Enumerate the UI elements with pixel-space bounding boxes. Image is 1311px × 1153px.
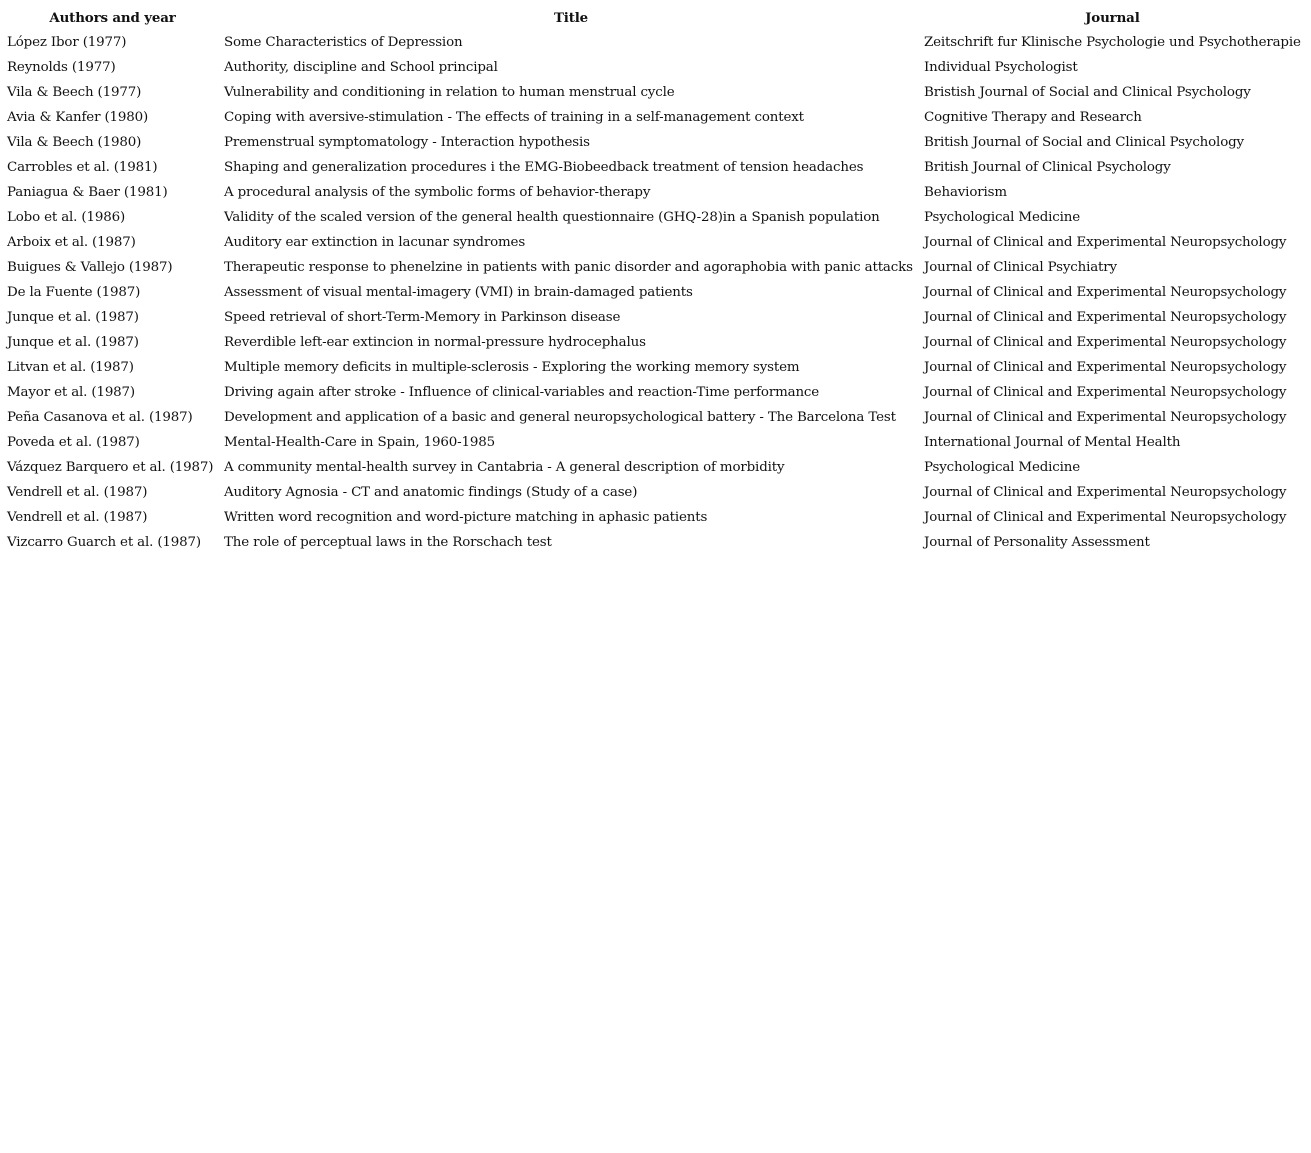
header-title: Title (553, 9, 589, 26)
cell-journal: Journal of Clinical and Experimental Neuropsychology (924, 310, 1287, 325)
table-row (4, 355, 1304, 380)
table-row (4, 505, 1304, 530)
cell-journal: British Journal of Social and Clinical Psychology (924, 135, 1244, 150)
cell-journal: Psychological Medicine (924, 210, 1081, 225)
cell-title: Mental-Health-Care in Spain, 1960-1985 (224, 435, 495, 450)
cell-title: Driving again after stroke - Influence of clinical-variables and reaction-Time performance (224, 385, 820, 400)
table-row (4, 230, 1304, 255)
table-row (4, 430, 1304, 455)
cell-title: Reverdible left-ear extincion in normal-pressure hydrocephalus (224, 335, 646, 350)
cell-authors-year: Arboix et al. (1987) (7, 235, 136, 250)
cell-journal: Psychological Medicine (924, 460, 1081, 475)
table-row (4, 130, 1304, 155)
cell-journal: Cognitive Therapy and Research (924, 110, 1142, 125)
cell-authors-year: Peña Casanova et al. (1987) (7, 410, 193, 425)
table-row (4, 30, 1304, 55)
cell-title: Validity of the scaled version of the general health questionnaire (GHQ-28)in a Spanish population (224, 210, 880, 225)
cell-title: Written word recognition and word-picture matching in aphasic patients (224, 510, 708, 525)
cell-journal: Bristish Journal of Social and Clinical Psychology (924, 85, 1251, 100)
cell-journal: Behaviorism (924, 185, 1007, 200)
references-table (4, 5, 1304, 555)
table-row (4, 380, 1304, 405)
cell-authors-year: Carrobles et al. (1981) (7, 160, 158, 175)
cell-title: A procedural analysis of the symbolic forms of behavior-therapy (224, 185, 651, 200)
cell-journal: Journal of Clinical and Experimental Neuropsychology (924, 360, 1287, 375)
cell-authors-year: Poveda et al. (1987) (7, 435, 140, 450)
table-row (4, 105, 1304, 130)
table-row (4, 405, 1304, 430)
cell-authors-year: Vendrell et al. (1987) (7, 510, 148, 525)
cell-authors-year: Lobo et al. (1986) (7, 210, 126, 225)
cell-authors-year: Vázquez Barquero et al. (1987) (7, 460, 214, 475)
cell-title: The role of perceptual laws in the Rorschach test (224, 535, 552, 550)
cell-title: Development and application of a basic and general neuropsychological battery - The Barcelona Test (224, 410, 896, 425)
cell-journal: Journal of Clinical and Experimental Neuropsychology (924, 235, 1287, 250)
cell-authors-year: Buigues & Vallejo (1987) (7, 260, 173, 275)
cell-authors-year: Paniagua & Baer (1981) (7, 185, 168, 200)
cell-authors-year: De la Fuente (1987) (7, 285, 141, 300)
cell-journal: Individual Psychologist (924, 60, 1078, 75)
cell-authors-year: Avia & Kanfer (1980) (7, 110, 149, 125)
cell-authors-year: Litvan et al. (1987) (7, 360, 134, 375)
table-row (4, 205, 1304, 230)
table-row (4, 255, 1304, 280)
cell-title: Coping with aversive-stimulation - The effects of training in a self-management context (224, 110, 804, 125)
cell-authors-year: Mayor et al. (1987) (7, 385, 135, 400)
cell-title: Speed retrieval of short-Term-Memory in Parkinson disease (224, 310, 621, 325)
cell-journal: Journal of Clinical and Experimental Neuropsychology (924, 335, 1287, 350)
cell-title: Auditory Agnosia - CT and anatomic findings (Study of a case) (224, 485, 638, 500)
header-authors-year: Authors and year (49, 9, 176, 26)
header-row (4, 5, 1304, 30)
cell-journal: Journal of Personality Assessment (924, 535, 1150, 550)
cell-title: Vulnerability and conditioning in relation to human menstrual cycle (224, 85, 675, 100)
table-row (4, 480, 1304, 505)
cell-title: Therapeutic response to phenelzine in patients with panic disorder and agoraphobia with panic attacks (224, 260, 913, 275)
table-row (4, 280, 1304, 305)
cell-journal: Journal of Clinical and Experimental Neuropsychology (924, 485, 1287, 500)
table-row (4, 330, 1304, 355)
cell-journal: Journal of Clinical and Experimental Neuropsychology (924, 285, 1287, 300)
cell-authors-year: Vila & Beech (1977) (7, 85, 142, 100)
cell-journal: Journal of Clinical and Experimental Neuropsychology (924, 385, 1287, 400)
cell-title: Premenstrual symptomatology - Interaction hypothesis (224, 135, 590, 150)
cell-authors-year: Junque et al. (1987) (7, 335, 139, 350)
cell-journal: Journal of Clinical and Experimental Neuropsychology (924, 410, 1287, 425)
cell-title: Assessment of visual mental-imagery (VMI) in brain-damaged patients (224, 285, 693, 300)
table-row (4, 155, 1304, 180)
cell-authors-year: Vizcarro Guarch et al. (1987) (7, 535, 201, 550)
cell-authors-year: Vila & Beech (1980) (7, 135, 142, 150)
table-header (4, 5, 1304, 30)
cell-journal: International Journal of Mental Health (924, 435, 1181, 450)
table-body (4, 30, 1304, 555)
cell-journal: British Journal of Clinical Psychology (924, 160, 1171, 175)
cell-journal: Journal of Clinical Psychiatry (924, 260, 1117, 275)
cell-authors-year: Vendrell et al. (1987) (7, 485, 148, 500)
table-row (4, 180, 1304, 205)
cell-title: A community mental-health survey in Cantabria - A general description of morbidity (224, 460, 785, 475)
table-row (4, 80, 1304, 105)
cell-title: Some Characteristics of Depression (224, 35, 463, 50)
cell-authors-year: Reynolds (1977) (7, 60, 116, 75)
cell-authors-year: López Ibor (1977) (7, 35, 127, 50)
header-journal: Journal (1085, 9, 1140, 26)
cell-title: Auditory ear extinction in lacunar syndromes (224, 235, 526, 250)
table-row (4, 305, 1304, 330)
table-row (4, 55, 1304, 80)
table-row (4, 530, 1304, 555)
cell-title: Authority, discipline and School principal (224, 60, 498, 75)
table-row (4, 455, 1304, 480)
cell-journal: Journal of Clinical and Experimental Neuropsychology (924, 510, 1287, 525)
cell-title: Shaping and generalization procedures i the EMG-Biobeedback treatment of tension headaches (224, 160, 864, 175)
cell-authors-year: Junque et al. (1987) (7, 310, 139, 325)
cell-title: Multiple memory deficits in multiple-sclerosis - Exploring the working memory system (224, 360, 800, 375)
cell-journal: Zeitschrift fur Klinische Psychologie und Psychotherapie (924, 35, 1301, 50)
